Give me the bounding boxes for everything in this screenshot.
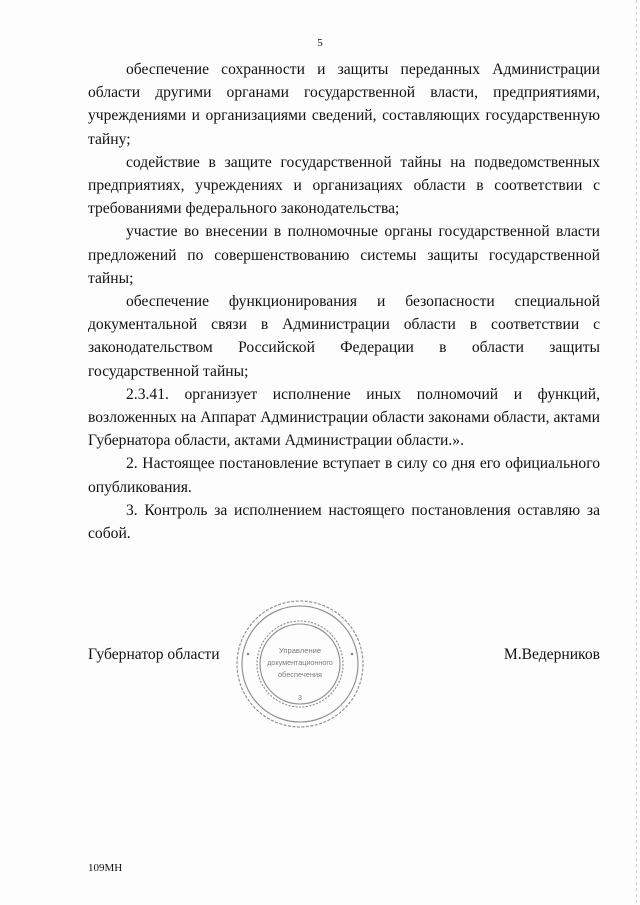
scan-edge [636, 0, 637, 905]
signatory-position: Губернатор области [88, 646, 220, 663]
paragraph-secrecy-assistance: содействие в защите государственной тайны на подведомственных предприятиях, учреждениях и организациях области в соответствии с требованиями федерального законодательства; [88, 153, 600, 218]
paragraph-2-3-41: 2.3.41. организует исполнение иных полномочий и функций, возложенных на Аппарат Администрации области законами области, актами Губернатора области, актами Администрации области.». [88, 385, 600, 450]
stamp-number: 3 [298, 695, 302, 702]
paragraph-communication-security: обеспечение функционирования и безопасности специальной документальной связи в Администрации области в соответствии с законодательством Российской Федерации в области защиты государственной тайны; [88, 293, 600, 380]
paragraph-effective-date: 2. Настоящее постановление вступает в силу со дня его официального опубликования. [88, 455, 600, 496]
paragraph-control: 3. Контроль за исполнением настоящего постановления оставляю за собой. [88, 501, 600, 543]
stamp-text-line-2: документационного [267, 658, 333, 667]
document-code: 109МН [88, 862, 123, 874]
stamp-text-line-1: Управление [278, 646, 322, 655]
document-body [88, 58, 600, 545]
signatory-name: М.Ведерников [503, 646, 600, 663]
stamp-text-line-3: обеспечения [277, 670, 323, 679]
page-number: 5 [317, 37, 323, 49]
paragraph-proposals: участие во внесении в полномочные органы государственной власти предложений по совершенствованию системы защиты государственной тайны; [88, 223, 600, 287]
official-seal-stamp [232, 596, 368, 732]
paragraph-secrecy-protection: обеспечение сохранности и защиты переданных Администрации области другими органами государственной власти, предприятиями, учреждениями и организациями сведений, составляющих государственную тайну; [88, 61, 600, 148]
